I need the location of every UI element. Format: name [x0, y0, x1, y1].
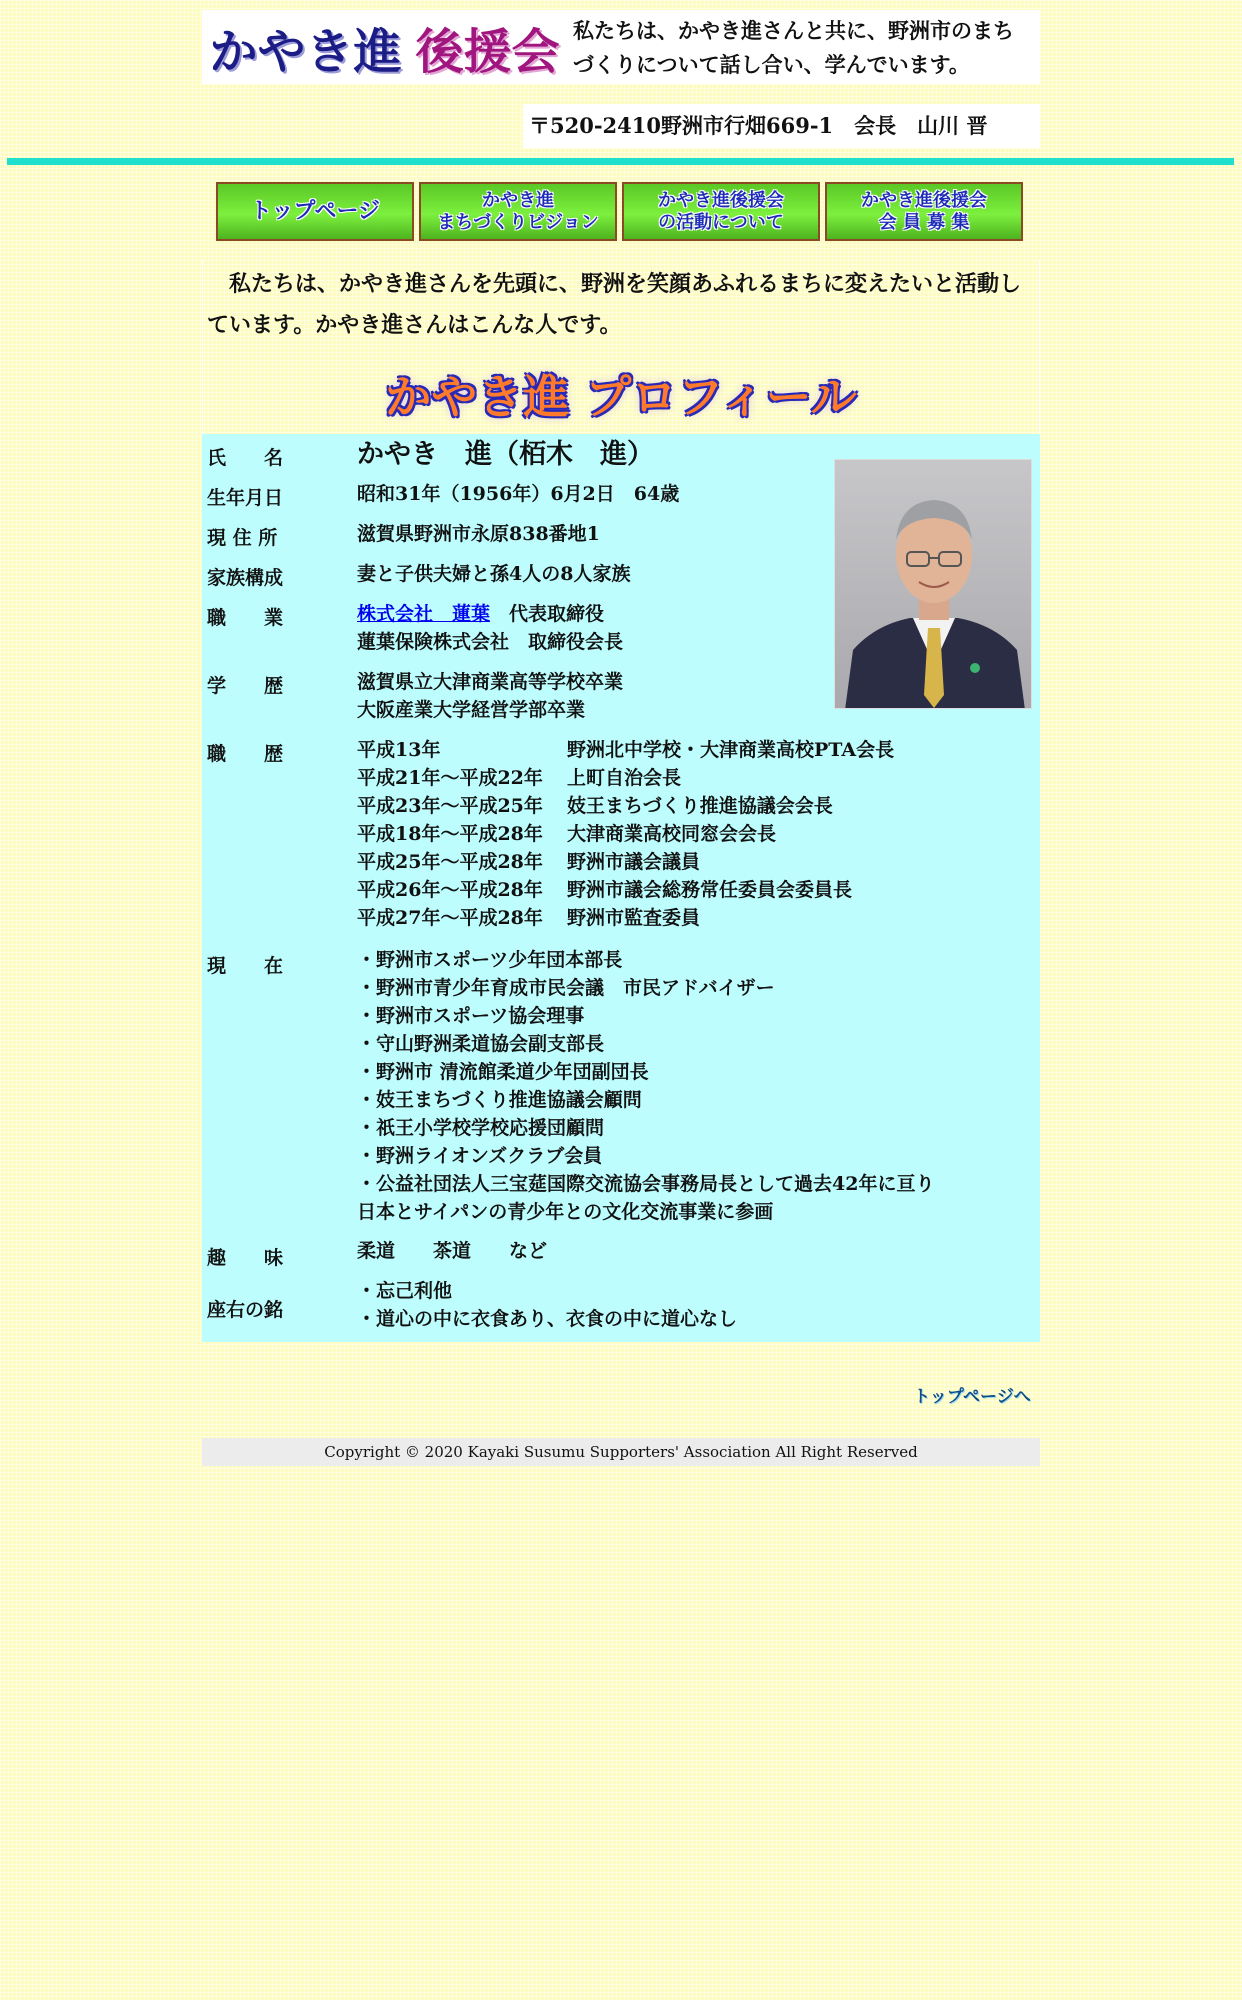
back-to-top-link[interactable]: トップページへ: [913, 1387, 1031, 1407]
current-item: ・守山野洲柔道協会副支部長: [357, 1033, 605, 1055]
career-item: 平成21年～平成22年 上町自治会長: [357, 767, 682, 789]
current-item: ・公益社団法人三宝莚国際交流協会事務局長として過去42年に亘り: [357, 1173, 935, 1195]
motto-label: 座右の銘: [207, 1299, 284, 1321]
family-value: 妻と子供夫婦と孫4人の8人家族: [357, 563, 631, 585]
nav-label-line1: かやき進後援会: [658, 189, 784, 211]
portrait-photo: [834, 459, 1032, 709]
site-logo[interactable]: [202, 10, 567, 84]
education-line1: 滋賀県立大津商業高等学校卒業: [357, 671, 624, 693]
hobby-label: 趣 味: [207, 1247, 284, 1269]
career-item: 平成27年～平成28年 野洲市監査委員: [357, 907, 701, 929]
current-item: 日本とサイパンの青少年との文化交流事業に参画: [357, 1201, 774, 1223]
nav-label-line1: かやき進: [482, 189, 554, 211]
current-list: [357, 946, 934, 1226]
career-item: 平成23年～平成25年 妓王まちづくり推進協議会会長: [357, 795, 833, 817]
career-item: 平成26年～平成28年 野洲市議会総務常任委員会委員長: [357, 879, 853, 901]
birth-value: 昭和31年（1956年）6月2日 64歳: [357, 483, 680, 505]
current-item: ・祇王小学校学校応援団顧問: [357, 1117, 605, 1139]
nav-label-line2: の活動について: [658, 211, 784, 233]
career-item: 平成18年～平成28年 大津商業高校同窓会会長: [357, 823, 777, 845]
hobby-value: 柔道 茶道 など: [357, 1240, 548, 1262]
logo-name: かやき進: [209, 23, 402, 80]
family-label: 家族構成: [207, 567, 284, 589]
logo-org: 後援会: [415, 23, 560, 80]
profile-title: かやき進 プロフィール: [385, 370, 857, 424]
nav-activities[interactable]: [622, 182, 820, 241]
job-role: 代表取締役: [490, 603, 605, 625]
intro-text: 私たちは、かやき進さんを先頭に、野洲を笑顔あふれるまちに変えたいと活動しています。かやき進さんはこんな人です。: [202, 260, 1040, 434]
address-label: 現 住 所: [207, 527, 278, 549]
nav-label: トップページ: [249, 198, 381, 224]
nav-label-line1: かやき進後援会: [861, 189, 987, 211]
motto-line2: ・道心の中に衣食あり、衣食の中に道心なし: [357, 1308, 738, 1330]
birth-label: 生年月日: [207, 487, 284, 509]
career-list: [357, 736, 894, 932]
header-divider: [7, 158, 1234, 165]
job-line2: 蓮葉保険株式会社 取締役会長: [357, 631, 624, 653]
nav-top-page[interactable]: [216, 182, 414, 241]
career-item: 平成13年 野洲北中学校・大津商業高校PTA会長: [357, 739, 895, 761]
career-label: 職 歴: [207, 743, 284, 765]
motto-line1: ・忘己利他: [357, 1280, 453, 1302]
education-label: 学 歴: [207, 675, 284, 697]
education-line2: 大阪産業大学経営学部卒業: [357, 699, 586, 721]
footer-copyright: Copyright © 2020 Kayaki Susumu Supporters' Association All Right Reserved: [202, 1438, 1040, 1466]
name-label: 氏 名: [207, 447, 284, 469]
nav-label-line2: まちづくりビジョン: [437, 211, 599, 233]
header-tagline: 私たちは、かやき進さんと共に、野洲市のまちづくりについて話し合い、学んでいます。: [567, 10, 1040, 84]
address-value: 滋賀県野洲市永原838番地1: [357, 523, 600, 545]
current-label: 現 在: [207, 955, 284, 977]
current-item: ・野洲市青少年育成市民会議 市民アドバイザー: [357, 977, 775, 999]
current-item: ・野洲市スポーツ少年団本部長: [357, 949, 623, 971]
current-item: ・妓王まちづくり推進協議会顧問: [357, 1089, 642, 1111]
job-line1: [357, 600, 604, 628]
nav-label-line2: 会 員 募 集: [878, 211, 970, 233]
career-item: 平成25年～平成28年 野洲市議会議員: [357, 851, 701, 873]
job-label: 職 業: [207, 607, 284, 629]
name-value: かやき 進（栢木 進）: [357, 439, 654, 470]
company-link[interactable]: 株式会社 蓮葉: [357, 603, 491, 625]
nav-vision[interactable]: [419, 182, 617, 241]
portrait-illustration: [835, 460, 1032, 709]
current-item: ・野洲市スポーツ協会理事: [357, 1005, 585, 1027]
current-item: ・野洲市 清流館柔道少年団副団長: [357, 1061, 649, 1083]
current-item: ・野洲ライオンズクラブ会員: [357, 1145, 603, 1167]
header-address: 〒520-2410野洲市行畑669-1 会長 山川 晋: [523, 104, 1040, 148]
nav-membership[interactable]: [825, 182, 1023, 241]
